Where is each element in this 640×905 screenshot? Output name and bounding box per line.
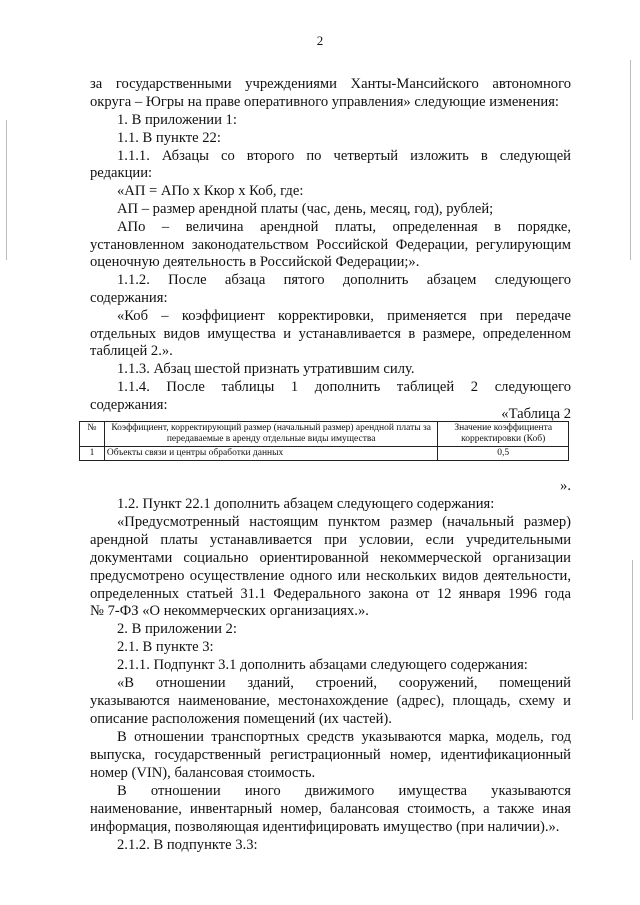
text-line: «Коб – коэффициент корректировки, применяется при передаче	[117, 308, 571, 324]
text-line: наименование, инвентарный номер, балансовая стоимость, а также иная	[90, 801, 571, 817]
text-line: 2.1.2. В подпункте 3.3:	[117, 837, 258, 853]
text-line: определенных статьей 31.1 Федерального закона от 12 января 1996 года	[90, 586, 571, 602]
text-line: В отношении иного движимого имущества указываются	[117, 783, 571, 799]
text-line: описание расположения помещений (их частей).	[90, 711, 392, 727]
text-line: оценочную деятельность в Российской Федерации;».	[90, 254, 420, 270]
text-line: предусмотрено осуществление одного или нескольких видов деятельности,	[90, 568, 571, 584]
text-line: «В отношении зданий, строений, сооружений, помещений	[117, 675, 571, 691]
text-line: 2.1. В пункте 3:	[117, 639, 214, 655]
table-header-value: Значение коэффициента корректировки (Коб)	[438, 422, 569, 447]
scan-edge-mark	[632, 560, 633, 720]
text-line: содержания:	[90, 397, 168, 413]
table-cell: 1	[80, 447, 105, 461]
page-number: 2	[316, 33, 324, 48]
text-line: 2. В приложении 2:	[117, 621, 237, 637]
table-header-coefficient: Коэффициент, корректирующий размер (начальный размер) арендной платы за передаваемые в аренду отдельные виды имущества	[104, 422, 437, 447]
text-line: 1.1.4. После таблицы 1 дополнить таблицей 2 следующего	[117, 379, 571, 395]
table-header-number: №	[80, 422, 105, 447]
table-closing: ».	[560, 478, 571, 494]
text-line: арендной платы устанавливается при условии, если учредительными	[90, 532, 571, 548]
table-header-row	[80, 422, 569, 447]
text-line: 1.2. Пункт 22.1 дополнить абзацем следующего содержания:	[117, 496, 495, 512]
table-cell: 0,5	[438, 447, 569, 461]
text-line: 1.1.3. Абзац шестой признать утратившим силу.	[117, 361, 415, 377]
text-line: 1.1.2. После абзаца пятого дополнить абзацем следующего	[117, 272, 571, 288]
scan-edge-mark	[630, 60, 631, 260]
text-line: 1.1. В пункте 22:	[117, 130, 221, 146]
text-line: содержания:	[90, 290, 168, 306]
text-line: округа – Югры на праве оперативного управления» следующие изменения:	[90, 94, 559, 110]
text-line: В отношении транспортных средств указываются марка, модель, год	[117, 729, 571, 745]
text-line: выпуска, государственный регистрационный номер, идентификационный	[90, 747, 571, 763]
text-line: номер (VIN), балансовая стоимость.	[90, 765, 316, 781]
text-line: № 7-ФЗ «О некоммерческих организациях.».	[90, 603, 369, 619]
text-line: 2.1.1. Подпункт 3.1 дополнить абзацами следующего содержания:	[117, 657, 528, 673]
text-line: за государственными учреждениями Ханты-Мансийского автономного	[90, 76, 571, 92]
scan-edge-mark	[6, 120, 7, 260]
table-caption: «Таблица 2	[501, 406, 571, 422]
text-line: «АП = АПо x Ккор x Коб, где:	[117, 183, 304, 199]
text-line: АП – размер арендной платы (час, день, месяц, год), рублей;	[117, 201, 494, 217]
table-cell: Объекты связи и центры обработки данных	[104, 447, 437, 461]
text-line: 1. В приложении 1:	[117, 112, 237, 128]
coefficient-table	[79, 421, 569, 461]
text-line: таблицей 2.».	[90, 343, 173, 359]
text-line: «Предусмотренный настоящим пунктом размер (начальный размер)	[117, 514, 571, 530]
text-line: установленном законодательством Российской Федерации, регулирующим	[90, 237, 571, 253]
text-line: АПо – величина арендной платы, определенная в порядке,	[117, 219, 571, 235]
text-line: указываются наименование, местонахождение (адрес), площадь, схему и	[90, 693, 571, 709]
text-line: информация, позволяющая идентифицировать имущество (при наличии).».	[90, 819, 560, 835]
text-line: редакции:	[90, 165, 153, 181]
text-line: документами социально ориентированной некоммерческой организации	[90, 550, 571, 566]
text-line: 1.1.1. Абзацы со второго по четвертый изложить в следующей	[117, 148, 571, 164]
table-row	[80, 447, 569, 461]
text-line: отдельных видов имущества и устанавливается в размере, определенном	[90, 326, 571, 342]
